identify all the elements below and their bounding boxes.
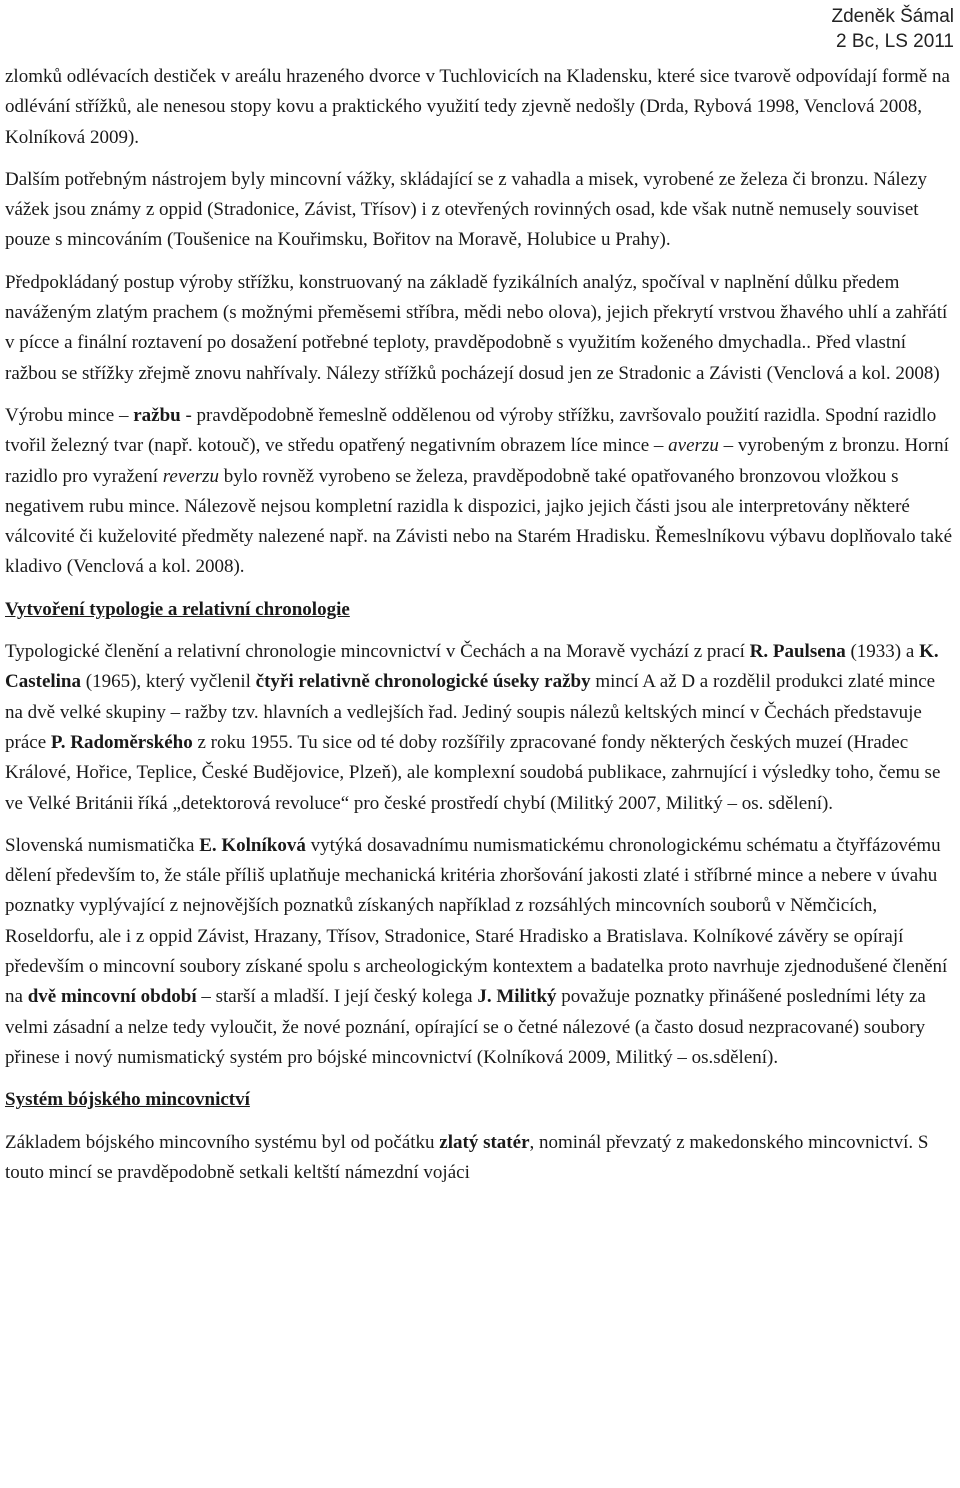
paragraph-7: Základem bójského mincovního systému byl od počátku zlatý statér, nominál převzatý z makedonského mincovnictví. S touto mincí se pravděpodobně setkali keltští námezdní vojáci <box>5 1131 929 1183</box>
document-body <box>5 62 957 1188</box>
paragraph-5: Typologické členění a relativní chronologie mincovnictví v Čechách a na Moravě vychází z prací R. Paulsena (1933) a K. Castelina (1965), který vyčlenil čtyři relativně chronologické úseky ražby mincí A až D a rozdělil produkci zlaté mince na dvě velké skupiny – ražby tzv. hlavních a vedlejších řad. Jediný soupis nálezů keltských mincí v Čechách představuje práce P. Radoměrského z roku 1955. Tu sice od té doby rozšířily zpracované fondy některých českých muzeí (Hradec Králové, Hořice, Teplice, České Budějovice, Plzeň), ale komplexní soudobá publikace, zahrnující i výsledky toho, čemu se ve Velké Británii říká „detektorová revoluce“ pro české prostředí chybí (Militký 2007, Militký – os. sdělení). <box>5 641 941 814</box>
section-heading-system: Systém bójského mincovnictví <box>5 1089 250 1111</box>
paragraph-3: Předpokládaný postup výroby střížku, konstruovaný na základě fyzikálních analýz, spočíval v naplnění důlku předem naváženým zlatým prachem (s možnými přeměsemi stříbra, mědi nebo olova), jejich překrytí vrstvou žhavého uhlí a zahřátí v pícce a finální roztavení po dosažení potřebné teploty, pravděpodobně s využitím koženého dmychadla.. Před vlastní ražbou se střížky zřejmě znovu nahřívaly. Nálezy střížků pocházejí dosud jen ze Stradonic a Závisti (Venclová a kol. 2008) <box>5 271 948 384</box>
header-author: Zdeněk Šámal <box>831 6 954 27</box>
section-heading-typology: Vytvoření typologie a relativní chronologie <box>5 598 350 620</box>
paragraph-4: Výrobu mince – ražbu - pravděpodobně řemeslně oddělenou od výroby střížku, završovalo použití razidla. Spodní razidlo tvořil železný tvar (např. kotouč), ve středu opatřený negativním obrazem líce mince – averzu – vyrobeným z bronzu. Horní razidlo pro vyražení reverzu bylo rovněž vyrobeno se železa, pravděpodobně také opatřovaného bronzovou vložkou s negativem rubu mince. Nálezově nejsou kompletní razidla k dispozici, jajko jejich části jsou ale interpretovány některé válcovité či kuželovité předměty nalezené např. na Závisti nebo na Starém Hradisku. Řemeslníkovu výbavu doplňovalo také kladivo (Venclová a kol. 2008). <box>5 404 953 578</box>
paragraph-2: Dalším potřebným nástrojem byly mincovní vážky, skládající se z vahadla a misek, vyrobené ze železa či bronzu. Nálezy vážek jsou známy z oppid (Stradonice, Závist, Třísov) i z otevřených rovinných osad, kde však nutně nemusely souviset pouze s mincováním (Toušenice na Kouřimsku, Bořitov na Moravě, Holubice u Prahy). <box>5 168 928 251</box>
page-header <box>831 4 954 54</box>
header-course: 2 Bc, LS 2011 <box>836 31 954 52</box>
paragraph-1: zlomků odlévacích destiček v areálu hrazeného dvorce v Tuchlovicích na Kladensku, které sice tvarově odpovídají formě na odlévání střížků, ale nenesou stopy kovu a praktického využití tedy zjevně nedošly (Drda, Rybová 1998, Venclová 2008, Kolníková 2009). <box>5 66 950 148</box>
paragraph-6: Slovenská numismatička E. Kolníková vytýká dosavadnímu numismatickému chronologickému schématu a čtyřfázovému dělení především to, že stále příliš uplatňuje mechanická kritéria zhoršování jakosti zlaté i stříbrné mince a nebere v úvahu poznatky vyplývající z nejnovějších poznatků získaných například z rozsáhlých mincovních souborů v Němčicích, Roseldorfu, ale i z oppid Závist, Hrazany, Třísov, Stradonice, Staré Hradisko a Bratislava. Kolníkové závěry se opírají především o mincovní soubory získané spolu s archeologickým kontextem a badatelka proto navrhuje zjednodušené členění na dvě mincovní období – starší a mladší. I její český kolega J. Militký považuje poznatky přinášené posledními léty za velmi zásadní a nelze tedy vyloučit, že nové poznání, opírající se o četné nálezové (a často dosud nezpracované) soubory přinese i nový numismatický systém pro bójské mincovnictví (Kolníková 2009, Militký – os.sdělení). <box>5 834 948 1068</box>
